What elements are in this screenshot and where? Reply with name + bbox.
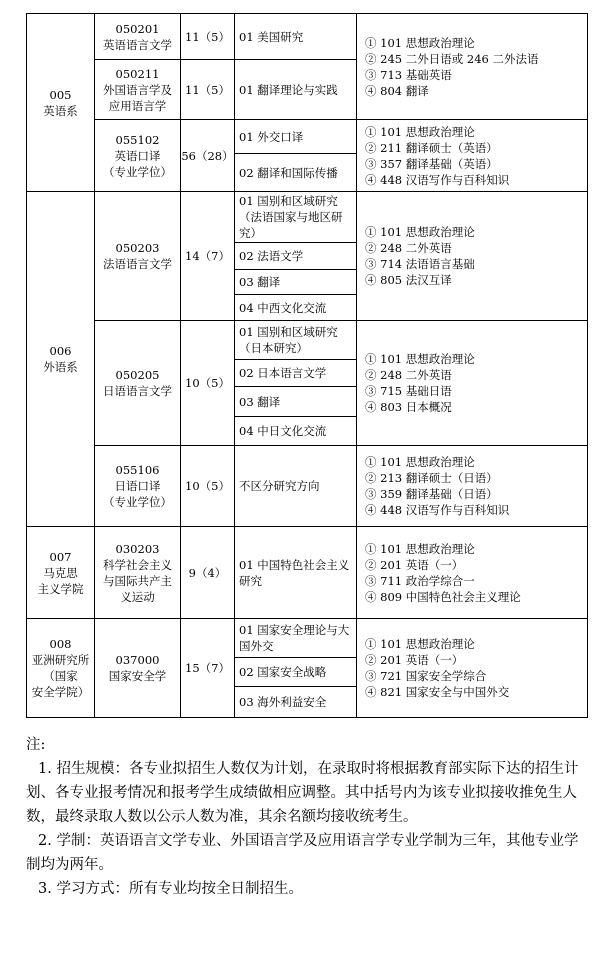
direction-cell: 01 外交口译	[235, 120, 357, 154]
major-cell: 037000 国家安全学	[95, 619, 181, 718]
direction-cell: 01 翻译理论与实践	[235, 60, 357, 120]
notes-heading: 注:	[26, 737, 46, 753]
note-study-mode: 3. 学习方式：所有专业均按全日制招生。	[38, 881, 303, 897]
exam-subjects-cell: ① 101 思想政治理论 ② 201 英语（一） ③ 711 政治学综合一 ④ 809 中国特色社会主义理论	[357, 527, 588, 619]
exam-subjects-cell: ① 101 思想政治理论 ② 211 翻译硕士（英语） ③ 357 翻译基础（英语） ④ 448 汉语写作与百科知识	[357, 120, 588, 192]
direction-cell: 02 翻译和国际传播	[235, 154, 357, 192]
direction-cell: 04 中西文化交流	[235, 295, 357, 321]
direction-cell: 01 中国特色社会主义研究	[235, 527, 357, 619]
exam-subjects-cell: ① 101 思想政治理论 ② 201 英语（一） ③ 721 国家安全学综合 ④ 821 国家安全与中国外交	[357, 619, 588, 718]
dept-cell-006: 006 外语系	[27, 192, 95, 527]
major-cell: 055102 英语口译 （专业学位）	[95, 120, 181, 192]
major-cell: 030203 科学社会主义 与国际共产主 义运动	[95, 527, 181, 619]
direction-cell: 01 美国研究	[235, 14, 357, 60]
direction-cell: 02 法语文学	[235, 243, 357, 270]
table-row	[27, 446, 588, 527]
dept-cell-008: 008 亚洲研究所 （国家 安全学院）	[27, 619, 95, 718]
major-cell: 055106 日语口译 （专业学位）	[95, 446, 181, 527]
quota-cell: 11（5）	[181, 14, 235, 60]
major-cell: 050205 日语语言文学	[95, 321, 181, 446]
exam-subjects-cell: ① 101 思想政治理论 ② 245 二外日语或 246 二外法语 ③ 713 基础英语 ④ 804 翻译	[357, 14, 588, 120]
quota-cell: 14（7）	[181, 192, 235, 321]
exam-subjects-cell: ① 101 思想政治理论 ② 248 二外英语 ③ 715 基础日语 ④ 803 日本概况	[357, 321, 588, 446]
table-row	[27, 14, 588, 60]
table-row	[27, 527, 588, 619]
direction-cell: 03 翻译	[235, 387, 357, 417]
major-cell: 050203 法语语言文学	[95, 192, 181, 321]
table-row	[27, 192, 588, 243]
quota-cell: 9（4）	[181, 527, 235, 619]
notes-section	[26, 733, 582, 901]
exam-subjects-cell: ① 101 思想政治理论 ② 248 二外英语 ③ 714 法语语言基础 ④ 805 法汉互译	[357, 192, 588, 321]
quota-cell: 11（5）	[181, 60, 235, 120]
dept-cell-005: 005 英语系	[27, 14, 95, 192]
direction-cell: 03 翻译	[235, 270, 357, 295]
direction-cell: 01 国家安全理论与大国外交	[235, 619, 357, 658]
dept-cell-007: 007 马克思 主义学院	[27, 527, 95, 619]
quota-cell: 10（5）	[181, 321, 235, 446]
major-cell: 050211 外国语言学及 应用语言学	[95, 60, 181, 120]
note-duration: 2. 学制：英语语言文学专业、外国语言学及应用语言学专业学制为三年，其他专业学制均为两年。	[26, 833, 579, 873]
table-row	[27, 120, 588, 154]
direction-cell: 02 日本语言文学	[235, 360, 357, 387]
direction-cell: 04 中日文化交流	[235, 417, 357, 446]
direction-cell: 03 海外利益安全	[235, 687, 357, 718]
direction-cell: 02 国家安全战略	[235, 658, 357, 687]
direction-cell: 01 国别和区域研究（法语国家与地区研究）	[235, 192, 357, 243]
quota-cell: 56（28）	[181, 120, 235, 192]
note-enrollment-scale: 1. 招生规模：各专业拟招生人数仅为计划，在录取时将根据教育部实际下达的招生计划、各专业报考情况和报考学生成绩做相应调整。其中括号内为该专业拟接收推免生人数，最终录取人数以公示人数为准，其余名额均接收统考生。	[26, 761, 579, 825]
table-row	[27, 619, 588, 658]
table-row	[27, 321, 588, 360]
admissions-table	[26, 13, 588, 718]
major-cell: 050201 英语语言文学	[95, 14, 181, 60]
exam-subjects-cell: ① 101 思想政治理论 ② 213 翻译硕士（日语） ③ 359 翻译基础（日语） ④ 448 汉语写作与百科知识	[357, 446, 588, 527]
quota-cell: 10（5）	[181, 446, 235, 527]
quota-cell: 15（7）	[181, 619, 235, 718]
direction-cell: 不区分研究方向	[235, 446, 357, 527]
direction-cell: 01 国别和区域研究（日本研究）	[235, 321, 357, 360]
